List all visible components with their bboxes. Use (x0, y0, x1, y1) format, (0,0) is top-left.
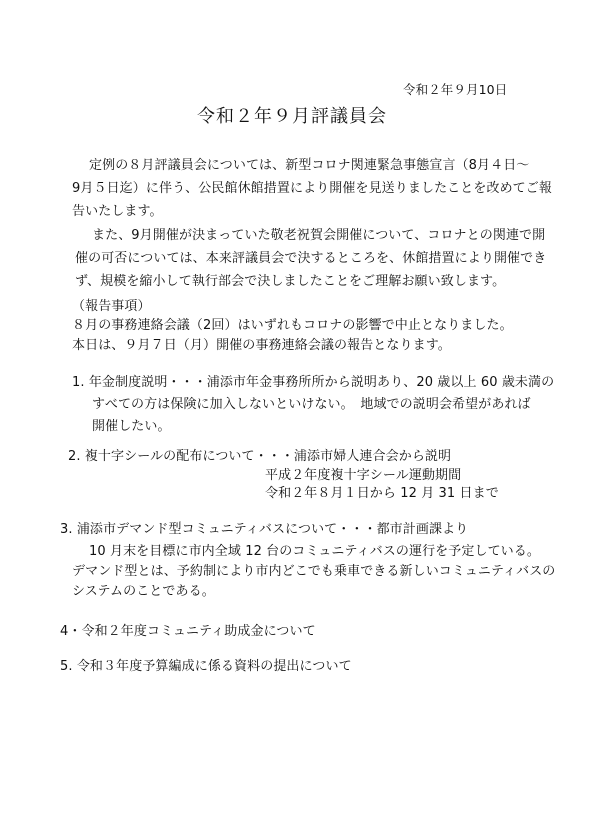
item-2-line-1: 2. 複十字シールの配布について・・・浦添市婦人連合会から説明 (68, 449, 452, 464)
item-3-line-4: システムのことである。 (72, 584, 215, 599)
item-1-line-2: すべての方は保険に加入しないといけない。 地域での説明会希望があれば (92, 397, 531, 412)
item-5: 5. 令和３年度予算編成に係る資料の提出について (60, 659, 352, 674)
item-2-line-2: 平成２年度複十字シール運動期間 (265, 468, 462, 483)
item-3-line-3: デマンド型とは、予約制により市内どこでも乗車できる新しいコミュニティバスの (72, 564, 556, 579)
intro-paragraph-1-line-2: 9月５日迄）に伴う、公民館休館措置により開催を見送りましたことを改めてご報 (72, 181, 552, 196)
item-3-line-2: 10 月末を目標に市内全域 12 台のコミュニティバスの運行を予定している。 (89, 544, 540, 559)
intro-paragraph-2-line-1: また、9月開催が決まっていた敬老祝賀会開催について、コロナとの関連で開 (92, 228, 546, 243)
item-2-line-3: 令和２年８月１日から 12 月 31 日まで (265, 486, 499, 501)
item-1-line-3: 開催したい。 (92, 419, 171, 434)
report-line-1: ８月の事務連絡会議（2回）はいずれもコロナの影響で中止となりました。 (72, 318, 513, 333)
item-3-line-1: 3. 浦添市デマンド型コミュニティバスについて・・・都市計画課より (60, 522, 469, 537)
intro-paragraph-2-line-2: 催の可否については、本来評議員会で決するところを、休館措置により開催でき (75, 251, 547, 266)
intro-paragraph-2-line-3: ず、規模を縮小して執行部会で決しましたことをご理解お願い致します。 (75, 274, 506, 289)
item-4: 4・令和２年度コミュニティ助成金について (60, 624, 316, 639)
item-1-line-1: 1. 年金制度説明・・・浦添市年金事務所所から説明あり、20 歳以上 60 歳未満の (72, 375, 555, 390)
report-line-2: 本日は、９月７日（月）開催の事務連絡会議の報告となります。 (72, 338, 451, 353)
document-date: 令和２年９月10日 (403, 82, 508, 97)
intro-paragraph-1-line-3: 告いたします。 (72, 204, 163, 219)
intro-paragraph-1-line-1: 定例の８月評議員会については、新型コロナ関連緊急事態宣言（8月４日～ (89, 158, 530, 173)
document-title: 令和２年９月評議員会 (197, 106, 387, 127)
report-heading: （報告事項） (72, 299, 151, 314)
